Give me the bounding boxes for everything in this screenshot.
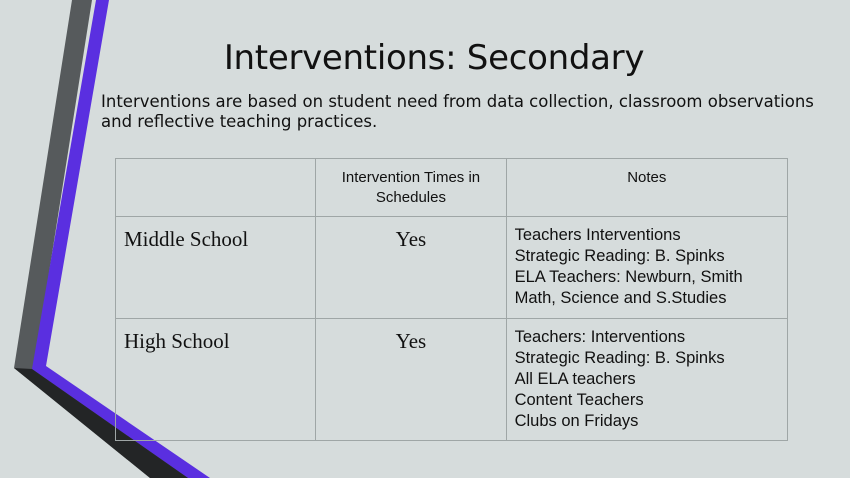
header-notes: Notes [506,159,787,217]
note-line: Content Teachers [514,391,644,409]
table-row-high-school [116,319,788,441]
notes-cell [506,217,787,319]
school-name: Middle School [116,217,316,319]
note-line: Clubs on Fridays [514,412,639,430]
slide-subtitle: Interventions are based on student need from data collection, classroom observations and reflective teaching practices. [101,92,814,131]
slide-title: Interventions: Secondary [223,38,645,78]
header-empty [116,159,316,217]
intervention-times-value: Yes [316,319,506,441]
header-intervention-times: Intervention Times in Schedules [316,159,506,217]
note-line: Math, Science and S.Studies [514,289,727,307]
interventions-table [115,158,788,441]
table-row-middle-school [116,217,788,319]
notes-cell [506,319,787,441]
note-line: ELA Teachers: Newburn, Smith [514,268,743,286]
note-line: Strategic Reading: B. Spinks [514,349,725,367]
intervention-times-value: Yes [316,217,506,319]
note-line: Teachers Interventions [514,226,681,244]
note-line: Teachers: Interventions [514,328,686,346]
note-line: Strategic Reading: B. Spinks [514,247,725,265]
note-line: All ELA teachers [514,370,636,388]
school-name: High School [116,319,316,441]
table-header-row [116,159,788,217]
